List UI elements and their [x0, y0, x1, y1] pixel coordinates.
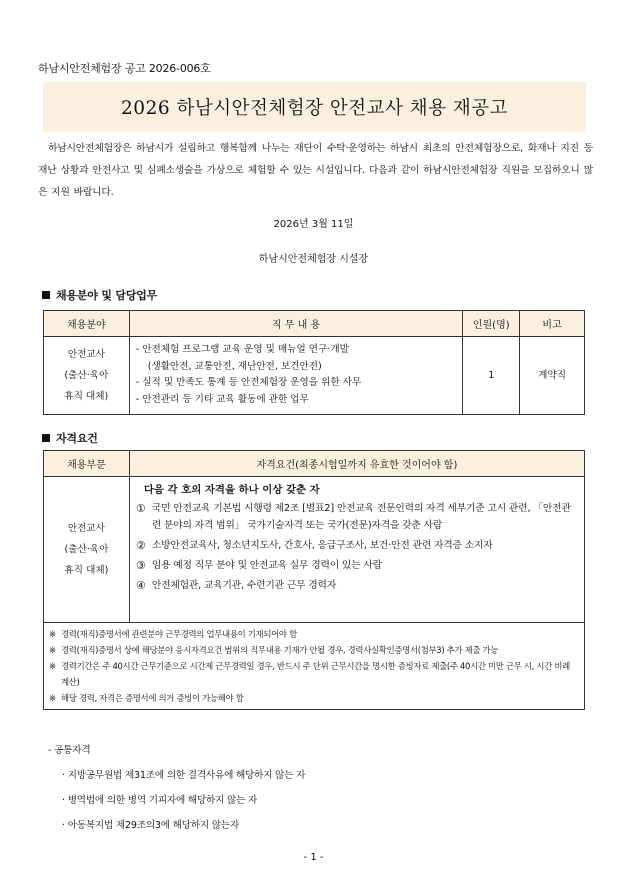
organization-name: 하남시안전체험장 시설장	[258, 254, 369, 265]
field-line: 휴직 대체)	[64, 391, 109, 402]
field-line: 휴직 대체)	[64, 565, 109, 576]
note-mark: ※	[49, 629, 56, 639]
section-title: 채용분야 및 담당업무	[56, 289, 158, 302]
requirements-lead: 다음 각 호의 자격을 하나 이상 갖춘 자	[143, 484, 320, 496]
qualifications-table	[43, 450, 585, 710]
note-text: 경력(재직)증명서 상에 해당분야 응시자격요건 범위의 직무내용 기재가 안될 경우, 경력사실확인증명서(첨부3) 추가 제출 가능	[61, 645, 499, 655]
note-item	[49, 658, 579, 690]
intro-paragraph: 하남시안전체험장은 하남시가 설립하고 행복함께 나누는 재단이 수탁·운영하는 하남시 최초의 안전체험장으로, 화재나 지진 등 재난 상황과 안전사고 및 심폐소생술을 가상으로 체험할 수 있는 시설입니다. 다음과 같이 하남시안전체험장 직원을 모집하오니 많은 지원 바랍니다.	[38, 143, 593, 198]
header-duties: 직 무 내 용	[129, 311, 463, 337]
item-number: ②	[135, 539, 146, 552]
notes-cell	[44, 623, 585, 710]
note-text: 해당 경력, 자격은 증명서에 의거 증빙이 가능해야 함	[61, 693, 244, 703]
field-line: (출산·육아	[64, 544, 109, 555]
header-requirements: 자격요건(최종시험일까지 유효한 것이어야 함)	[129, 451, 584, 477]
note-mark: ※	[49, 645, 56, 655]
positions-table	[43, 310, 585, 415]
page-title: 2026 하남시안전체험장 안전교사 채용 재공고	[121, 98, 508, 119]
item-number: ③	[135, 559, 146, 572]
list-item	[136, 500, 578, 534]
item-text: 소방안전교육사, 청소년지도사, 간호사, 응급구조사, 보건·안전 관련 자격증 소지자	[151, 540, 493, 551]
header-note: 비고	[520, 311, 585, 337]
list-item	[136, 537, 578, 554]
common-qualifications	[48, 742, 305, 831]
title-banner	[43, 82, 586, 132]
section-heading-qualifications	[42, 430, 98, 446]
table-header-row	[44, 451, 585, 477]
duty-item: - 안전관리 등 기타 교육 활동에 관한 업무	[135, 393, 309, 405]
square-bullet-icon	[42, 434, 50, 442]
count-cell: 1	[463, 337, 520, 415]
table-row	[44, 337, 585, 415]
header-field: 채용부문	[44, 451, 130, 477]
duty-item: - 실적 및 만족도 통계 등 안전체험장 운영을 위한 사무	[135, 377, 362, 388]
duty-item: - 안전체험 프로그램 교육 운영 및 매뉴얼 연구·개발	[135, 344, 349, 355]
note-text: 경력(재직)증명서에 관련분야 근무경력의 업무내용이 기재되어야 함	[61, 629, 297, 639]
list-item	[136, 557, 578, 574]
section-heading-positions	[42, 287, 157, 303]
section-title: 자격요건	[56, 432, 98, 445]
common-title: - 공통자격	[48, 745, 91, 756]
item-number: ④	[135, 579, 146, 592]
field-line: (출산·육아	[64, 370, 109, 381]
list-item: · 병역법에 의한 병역 기피자에 해당하지 않는 자	[62, 795, 258, 806]
header-field: 채용분야	[44, 311, 130, 337]
item-text: 임용 예정 직무 분야 및 안전교육 실무 경력이 있는 사람	[151, 560, 382, 571]
note-text: 경력기간은 주 40시간 근무기준으로 시간제 근무경력일 경우, 반드시 주 단위 근무시간을 명시한 증빙자료 제출(주 40시간 미만 근무 시, 시간 비례 계산)	[61, 661, 570, 687]
announcement-date: 2026년 3월 11일	[273, 219, 354, 230]
field-line: 안전교사	[67, 523, 105, 534]
item-number: ①	[135, 502, 146, 515]
note-mark: ※	[49, 661, 56, 671]
requirements-cell	[129, 477, 584, 623]
item-text: 안전체험관, 교육기관, 수련기관 근무 경력자	[151, 580, 337, 591]
item-text: 국민 안전교육 기본법 시행령 제2조 [별표2] 안전교육 전문인력의 자격 세부기준 고시 관련, 「안전관련 분야의 자격 범위」 국가기술자격 또는 국가(전문)자격을 갖춘 사람	[151, 503, 571, 531]
note-item	[49, 690, 579, 706]
page-number: - 1 -	[303, 852, 324, 863]
note-mark: ※	[49, 693, 56, 703]
note-cell: 계약직	[520, 337, 585, 415]
note-item	[49, 626, 579, 642]
header-count: 인원(명)	[463, 311, 520, 337]
square-bullet-icon	[42, 291, 50, 299]
notes-row	[44, 623, 585, 710]
note-item	[49, 642, 579, 658]
duty-item: (생활안전, 교통안전, 재난안전, 보건안전)	[147, 360, 322, 372]
list-item	[136, 577, 578, 594]
duties-cell	[129, 337, 463, 415]
list-item: · 지방공무원법 제31조에 의한 결격사유에 해당하지 않는 자	[62, 770, 306, 781]
field-line: 안전교사	[67, 349, 105, 360]
table-header-row	[44, 311, 585, 337]
list-item: · 아동복지법 제29조의3에 해당하지 않는자	[62, 820, 240, 831]
table-row	[44, 477, 585, 623]
field-cell	[44, 337, 130, 415]
field-cell	[44, 477, 130, 623]
notice-number: 하남시안전체험장 공고 2026-006호	[38, 62, 211, 75]
